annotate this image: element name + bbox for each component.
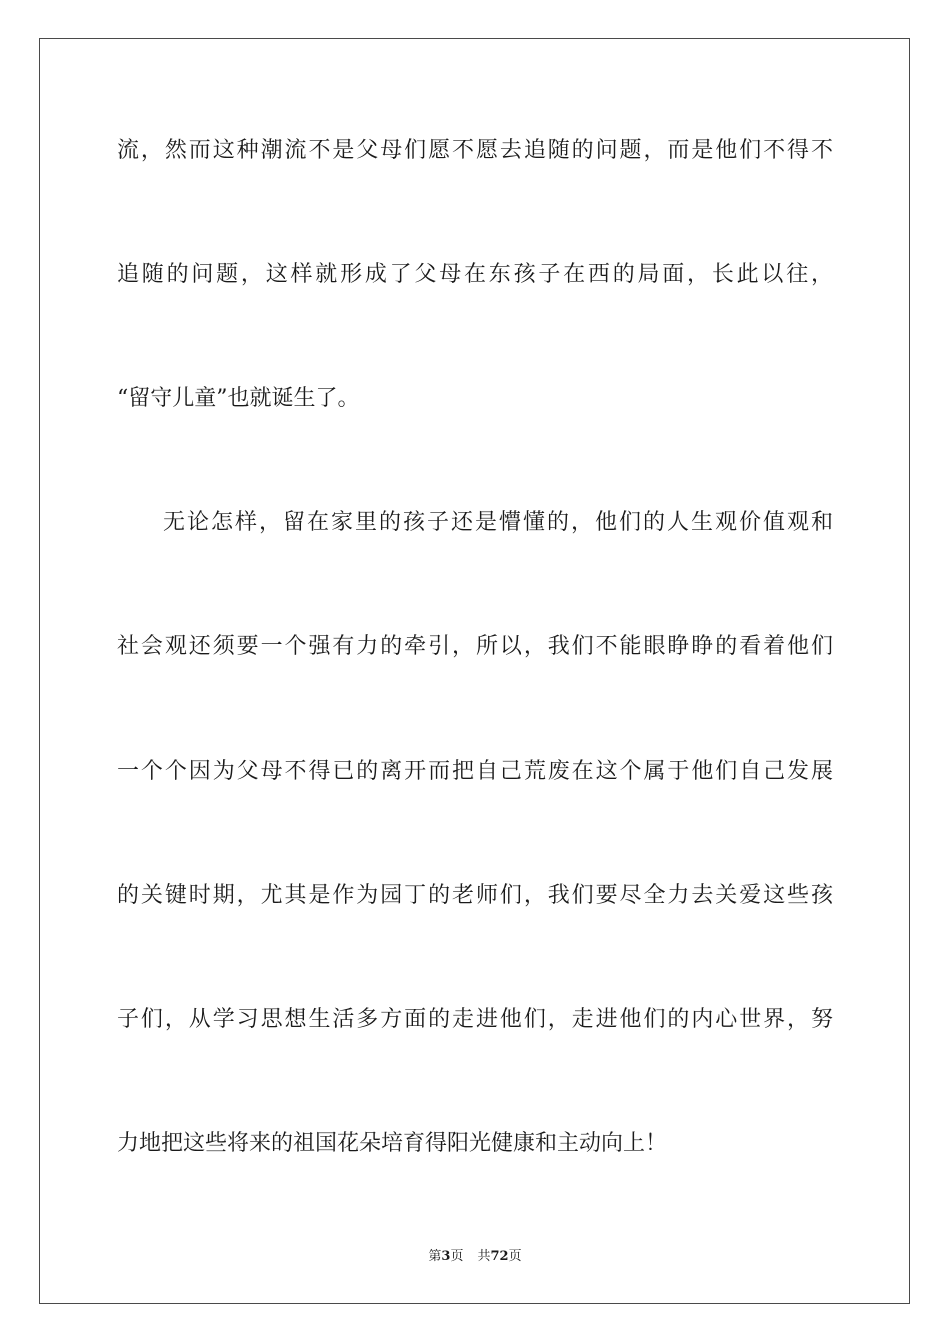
text-line-9: 力地把这些将来的祖国花朵培育得阳光健康和主动向上！ bbox=[117, 1131, 668, 1156]
page-prefix: 第 bbox=[428, 1249, 442, 1264]
text-line-3: “留守儿童”也就诞生了。 bbox=[117, 386, 360, 411]
text-line-8: 子们，从学习思想生活多方面的走进他们，走进他们的内心世界，努 bbox=[117, 1007, 833, 1032]
text-line-7: 的关键时期，尤其是作为园丁的老师们，我们要尽全力去关爱这些孩 bbox=[117, 883, 833, 908]
total-prefix: 共 bbox=[477, 1249, 491, 1264]
page-border bbox=[39, 38, 910, 1304]
total-pages: 72 bbox=[490, 1249, 509, 1264]
text-line-6: 一个个因为父母不得已的离开而把自己荒废在这个属于他们自己发展 bbox=[117, 759, 833, 784]
text-line-5: 社会观还须要一个强有力的牵引，所以，我们不能眼睁睁的看着他们 bbox=[117, 634, 833, 659]
text-line-1: 流，然而这种潮流不是父母们愿不愿去追随的问题，而是他们不得不 bbox=[117, 138, 833, 163]
page-suffix: 页 bbox=[450, 1249, 464, 1264]
total-suffix: 页 bbox=[508, 1249, 522, 1264]
text-line-4: 无论怎样，留在家里的孩子还是懵懂的，他们的人生观价值观和 bbox=[163, 510, 833, 535]
page-footer bbox=[0, 1245, 950, 1264]
page-number: 3 bbox=[441, 1249, 451, 1264]
text-line-2: 追随的问题，这样就形成了父母在东孩子在西的局面，长此以往， bbox=[117, 262, 833, 287]
